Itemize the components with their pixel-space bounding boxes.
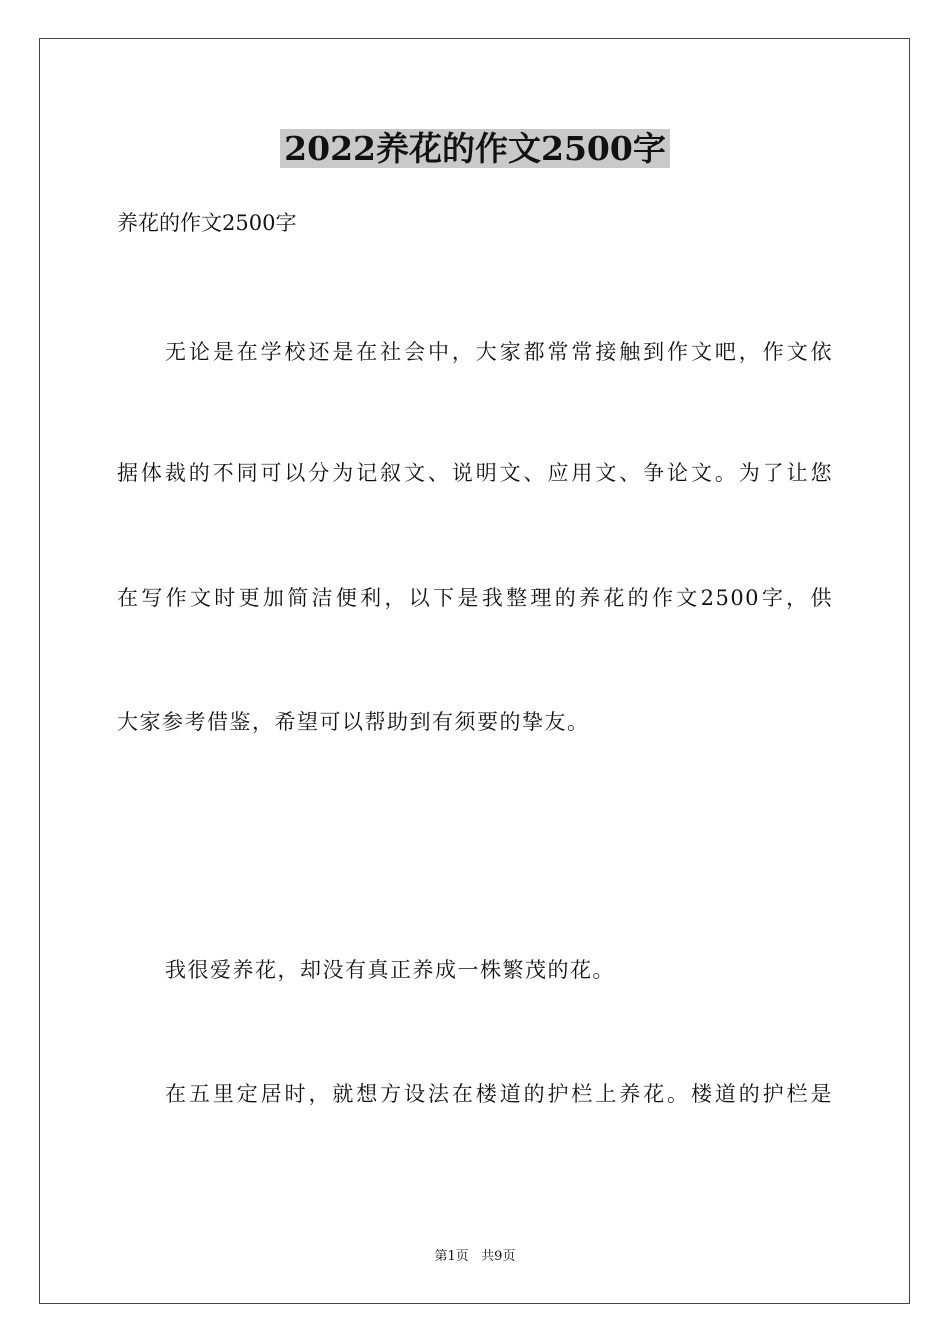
paragraph-line-4: 大家参考借鉴，希望可以帮助到有须要的挚友。 (117, 710, 590, 734)
paragraph-line-2: 据体裁的不同可以分为记叙文、说明文、应用文、争论文。为了让您 (117, 461, 833, 485)
document-title (0, 128, 950, 170)
page-number-footer: 第1页 共9页 (434, 1249, 516, 1264)
paragraph-line-3: 在写作文时更加简洁便利，以下是我整理的养花的作文2500字，供 (117, 586, 833, 610)
document-subtitle: 养花的作文2500字 (117, 211, 297, 235)
document-title-text: 2022养花的作文2500字 (280, 129, 670, 168)
paragraph-line-1: 无论是在学校还是在社会中，大家都常常接触到作文吧，作文依 (165, 340, 833, 364)
paragraph-line-6: 在五里定居时，就想方设法在楼道的护栏上养花。楼道的护栏是 (165, 1082, 833, 1106)
paragraph-line-5: 我很爱养花，却没有真正养成一株繁茂的花。 (165, 958, 615, 982)
